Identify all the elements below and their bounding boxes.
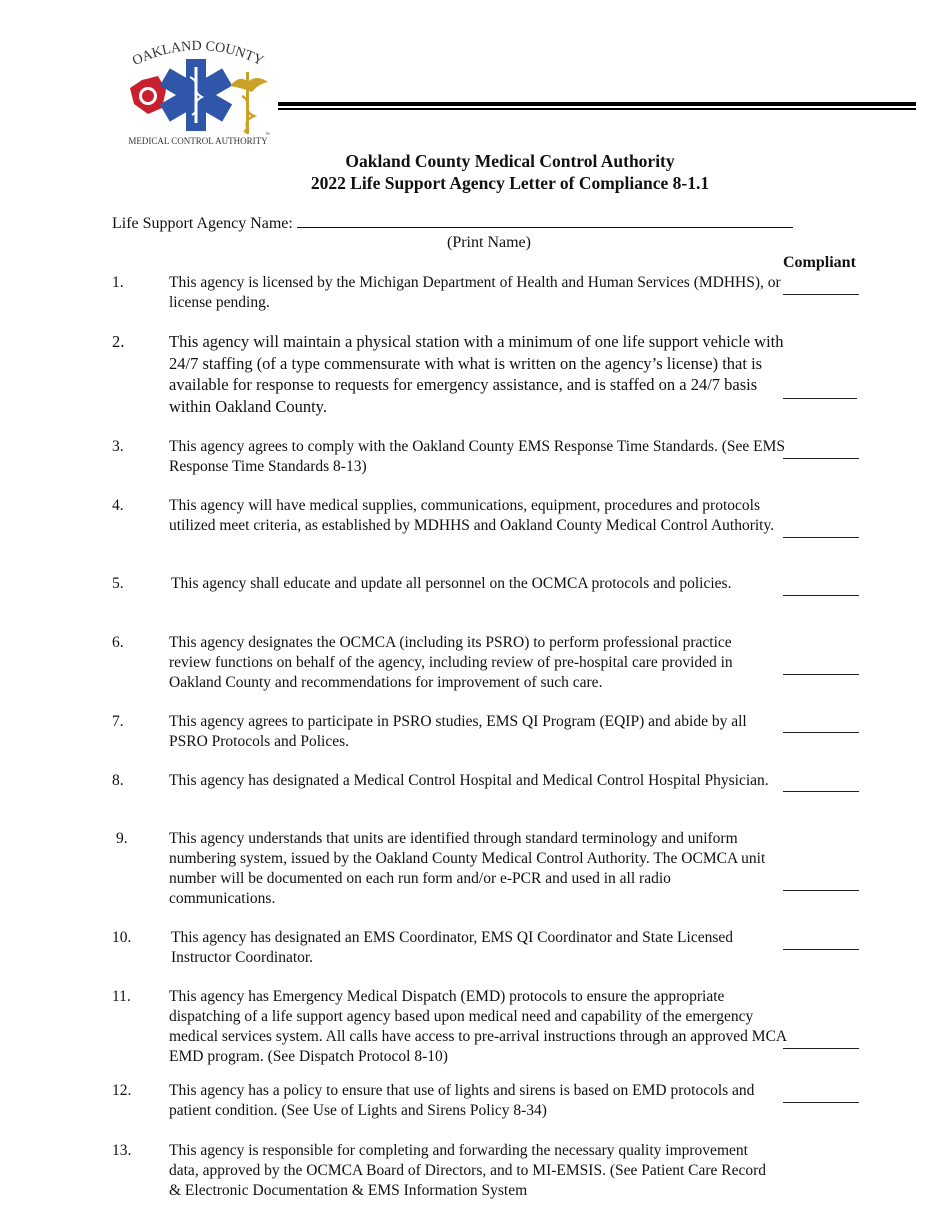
- item-number: 12.: [112, 1082, 132, 1099]
- compliant-blank-2[interactable]: [783, 398, 857, 399]
- item-text: This agency understands that units are identified through standard terminology and uniform numbering system, issued by the Oakland County Medical Control Authority. The OCMCA unit number will be documented on each run form and/or e-PCR and used in all radio communications.: [169, 830, 766, 907]
- item-text: This agency agrees to participate in PSRO studies, EMS QI Program (EQIP) and abide by all PSRO Protocols and Polices.: [169, 713, 747, 750]
- header-rule-thin: [278, 108, 916, 110]
- item-number: 4.: [112, 497, 124, 514]
- compliant-blank-10[interactable]: [783, 949, 859, 950]
- item-number: 1.: [112, 274, 124, 291]
- print-name-caption: (Print Name): [447, 234, 531, 251]
- item-text: This agency has designated an EMS Coordinator, EMS QI Coordinator and State Licensed Instructor Coordinator.: [171, 929, 733, 966]
- item-number: 11.: [112, 988, 131, 1005]
- compliant-blank-1[interactable]: [783, 294, 859, 295]
- logo-bottom-text: MEDICAL CONTROL AUTHORITY: [128, 136, 268, 146]
- logo-top-text: OAKLAND COUNTY: [130, 38, 266, 70]
- star-of-life-icon: [160, 59, 232, 131]
- item-text: This agency has Emergency Medical Dispatch (EMD) protocols to ensure the appropriate dispatching of a life support agency based upon medical need and capability of the emergency medical services system. All calls have access to pre-arrival instructions through an approved MCA EMD program. (See Dispatch Protocol 8-10): [169, 988, 787, 1065]
- compliant-blank-5[interactable]: [783, 595, 859, 596]
- item-text: This agency will have medical supplies, communications, equipment, procedures and protocols utilized meet criteria, as established by MDHHS and Oakland County Medical Control Authority.: [169, 497, 775, 534]
- caduceus-icon: [230, 72, 268, 134]
- item-number: 3.: [112, 438, 124, 455]
- agency-logo: [118, 38, 278, 150]
- compliant-blank-9[interactable]: [783, 890, 859, 891]
- item-number: 7.: [112, 713, 124, 730]
- agency-name-blank[interactable]: [297, 213, 793, 228]
- item-number: 8.: [112, 772, 124, 789]
- compliant-blank-4[interactable]: [783, 537, 859, 538]
- document-subtitle: 2022 Life Support Agency Letter of Compliance 8-1.1: [310, 173, 710, 193]
- item-text: This agency has designated a Medical Control Hospital and Medical Control Hospital Physician.: [169, 772, 769, 789]
- compliant-blank-6[interactable]: [783, 674, 859, 675]
- compliant-blank-3[interactable]: [783, 458, 859, 459]
- item-text: This agency designates the OCMCA (including its PSRO) to perform professional practice review functions on behalf of the agency, including review of pre-hospital care provided in Oakland County and recommendations for improvement of such care.: [169, 634, 733, 691]
- compliant-blank-7[interactable]: [783, 732, 859, 733]
- item-text: This agency will maintain a physical station with a minimum of one life support vehicle with 24/7 staffing (of a type commensurate with what is written on the agency’s license) that is available for response to requests for emergency assistance, and is staffed on a 24/7 basis within Oakland County.: [169, 332, 784, 416]
- item-number: 5.: [112, 575, 124, 592]
- compliant-blank-12[interactable]: [783, 1102, 859, 1103]
- item-text: This agency shall educate and update all personnel on the OCMCA protocols and policies.: [171, 575, 732, 592]
- item-text: This agency is responsible for completing and forwarding the necessary quality improvement data, approved by the OCMCA Board of Directors, and to MI-EMSIS. (See Patient Care Record & Electronic Documentation & EMS Information System: [169, 1142, 767, 1199]
- agency-name-field: [112, 213, 793, 233]
- item-text: This agency has a policy to ensure that use of lights and sirens is based on EMD protocols and patient condition. (See Use of Lights and Sirens Policy 8-34): [169, 1082, 755, 1119]
- agency-name-label: Life Support Agency Name:: [112, 215, 293, 232]
- item-number: 9.: [116, 830, 128, 847]
- item-number: 2.: [112, 332, 125, 351]
- item-text: This agency is licensed by the Michigan Department of Health and Human Services (MDHHS), or license pending.: [169, 274, 781, 311]
- compliant-column-header: Compliant: [783, 254, 856, 271]
- compliant-blank-11[interactable]: [783, 1048, 859, 1049]
- fire-badge-icon: [130, 76, 166, 114]
- document-title: Oakland County Medical Control Authority: [345, 151, 675, 171]
- item-number: 6.: [112, 634, 124, 651]
- item-number: 13.: [112, 1142, 132, 1159]
- item-text: This agency agrees to comply with the Oakland County EMS Response Time Standards. (See EMS Response Time Standards 8-13): [169, 438, 786, 475]
- item-number: 10.: [112, 929, 132, 946]
- svg-text:™: ™: [265, 132, 270, 138]
- header-rule-thick: [278, 102, 916, 106]
- oakland-county-mca-logo: [118, 38, 278, 150]
- compliant-blank-8[interactable]: [783, 791, 859, 792]
